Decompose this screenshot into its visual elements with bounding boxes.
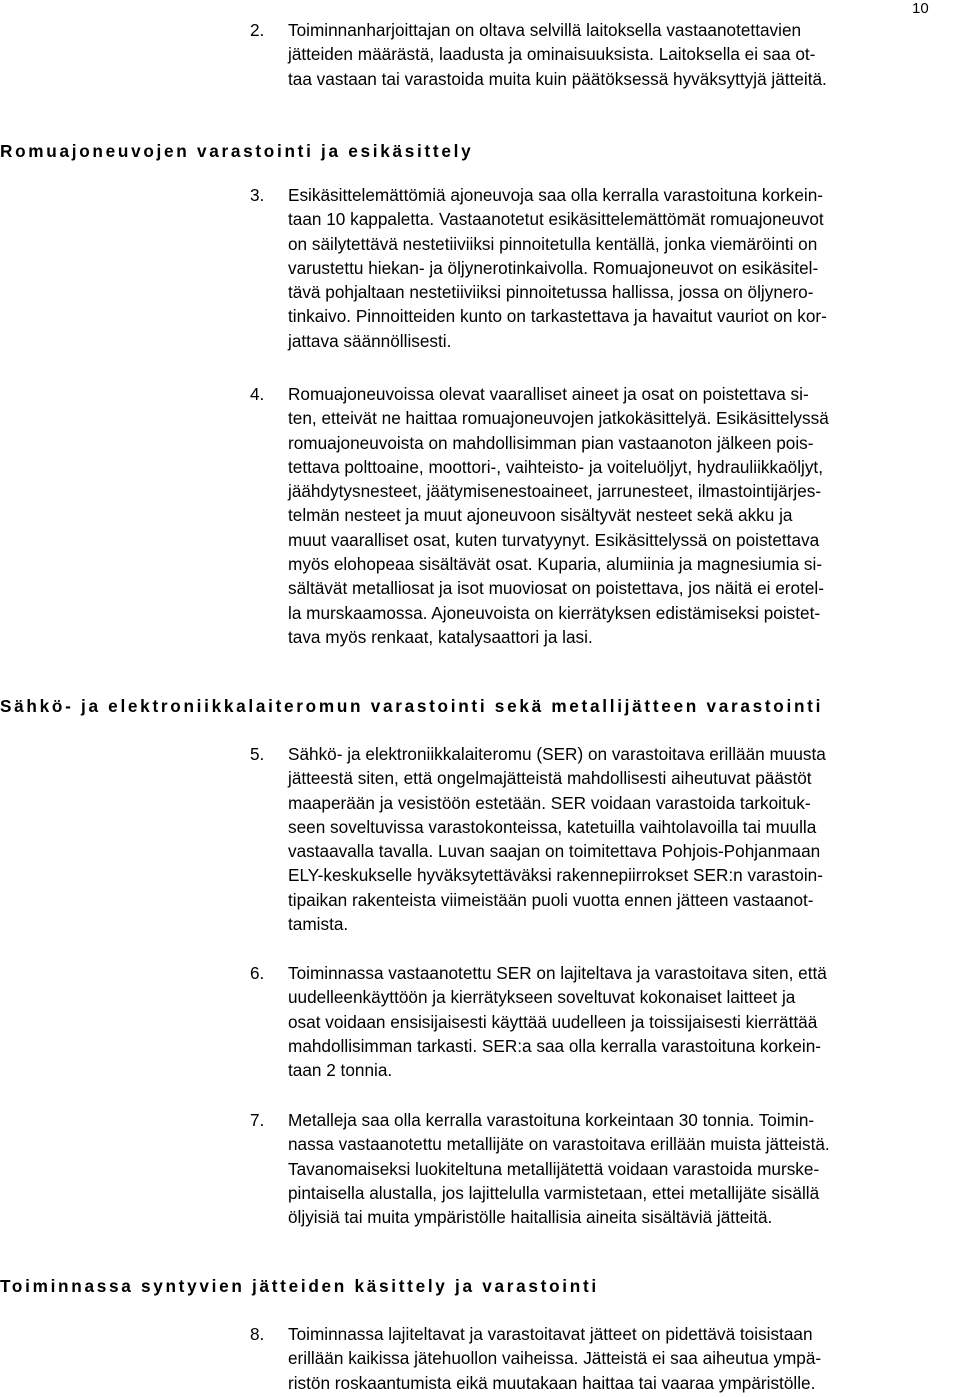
item-text: Toiminnassa vastaanotettu SER on lajiteltava ja varastoitava siten, että uudelleenkäyttöön ja kierrätykseen soveltuvat kokonaiset laitteet ja osat voidaan ensisijaisesti käyttää uudelleen ja toissijaisesti kierrättää mahdollisimman tarkasti. SER:a saa olla kerralla varastoituna korkein- taan 2 tonnia. xyxy=(288,963,827,1081)
item-text: Toiminnanharjoittajan on oltava selvillä laitoksella vastaanotettavien jätteiden määrästä, laadusta ja ominaisuuksista. Laitoksella ei saa ot- taa vastaan tai varastoida muita kuin päätöksessä hyväksyttyjä jätteitä. xyxy=(288,20,827,89)
item-number: 4. xyxy=(250,384,265,404)
item-number: 8. xyxy=(250,1324,265,1344)
item-text: Toiminnassa lajiteltavat ja varastoitavat jätteet on pidettävä toisistaan erillään kaikissa jätehuollon vaiheissa. Jätteistä ei saa aiheutua ympä- ristön roskaantumista eikä muutakaan haittaa tai vaaraa ympäristölle. xyxy=(288,1324,822,1393)
item-text: Esikäsittelemättömiä ajoneuvoja saa olla kerralla varastoituna korkein- taan 10 kappaletta. Vastaanotetut esikäsittelemättömät romuajoneuvot on säilytettävä nestetiiviiksi pinnoitetulla kentällä, jonka viemäröinti on varustettu hiekan- ja öljynerotinkaivolla. Romuajoneuvot on esikäsitel- tävä pohjaltaan nestetiiviiksi pinnoitetussa hallissa, jossa on öljynero- tinkaivo. Pinnoitteiden kunto on tarkastettava ja havaitut vauriot on kor- jattava säännöllisesti. xyxy=(288,185,827,351)
item-text: Metalleja saa olla kerralla varastoituna korkeintaan 30 tonnia. Toimin- nassa vastaanotettu metallijäte on varastoitava erillään muista jätteistä. Tavanomaiseksi luokiteltuna metallijätettä voidaan varastoida murske- pintaisella alustalla, jos lajittelulla varmistetaan, ettei metallijäte sisällä öljyisiä tai muita ympäristölle haitallisia aineita sisältäviä jätteitä. xyxy=(288,1110,830,1228)
list-item-2 xyxy=(250,18,960,91)
section-heading-waste-handling: Toiminnassa syntyvien jätteiden käsittely ja varastointi xyxy=(0,1276,599,1296)
item-number: 7. xyxy=(250,1110,265,1130)
list-item-4 xyxy=(250,382,960,649)
item-number: 5. xyxy=(250,744,265,764)
item-number: 6. xyxy=(250,963,265,983)
section-heading-vehicles: Romuajoneuvojen varastointi ja esikäsittely xyxy=(0,141,474,161)
list-item-3 xyxy=(250,183,960,353)
list-item-7 xyxy=(250,1108,960,1229)
item-text: Romuajoneuvoissa olevat vaaralliset aineet ja osat on poistettava si- ten, etteivät ne haittaa romuajoneuvojen jatkokäsittelyä. Esikäsittelyssä romuajoneuvoista on mahdollisimman pian vastaanoton jälkeen pois- tettava polttoaine, moottori-, vaihteisto- ja voiteluöljyt, hydrauliikkaöljyt, jäähdytysnesteet, jäätymisenestoaineet, jarrunesteet, ilmastointijärjes- telmän nesteet ja muut ajoneuvoon sisältyvät nesteet sekä akku ja muut vaaralliset osat, kuten turvatyynyt. Esikäsittelyssä on poistettava myös elohopeaa sisältävät osat. Kuparia, alumiinia ja magnesiumia si- sältävät metalliosat ja isot muoviosat on poistettava, jos näitä ei erotel- la murskaamossa. Ajoneuvoista on kierrätyksen edistämiseksi poistet- tava myös renkaat, katalysaattori ja lasi. xyxy=(288,384,829,647)
item-number: 3. xyxy=(250,185,265,205)
item-text: Sähkö- ja elektroniikkalaiteromu (SER) on varastoitava erillään muusta jätteestä siten, että ongelmajätteistä mahdollisesti aiheutuvat päästöt maaperään ja vesistöön estetään. SER voidaan varastoida tarkoituk- seen soveltuvissa varastokonteissa, katetuilla vaihtolavoilla tai muulla vastaavalla tavalla. Luvan saajan on toimitettava Pohjois-Pohjanmaan ELY-keskukselle hyväksytettäväksi rakennepiirrokset SER:n varastoin- tipaikan rakenteista viimeistään puoli vuotta ennen jätteen vastaanot- tamista. xyxy=(288,744,826,935)
list-item-5 xyxy=(250,742,960,936)
list-item-8 xyxy=(250,1322,960,1395)
item-number: 2. xyxy=(250,20,265,40)
page-number: 10 xyxy=(912,0,929,17)
list-item-6 xyxy=(250,961,960,1082)
section-heading-electronics: Sähkö- ja elektroniikkalaiteromun varastointi sekä metallijätteen varastointi xyxy=(0,696,824,716)
